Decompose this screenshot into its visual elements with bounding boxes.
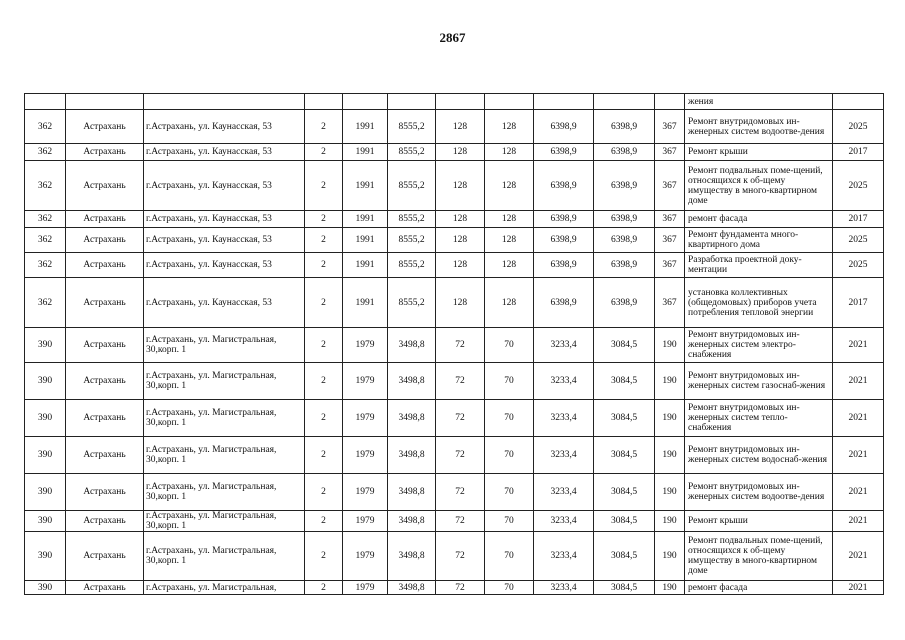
table-row: [25, 511, 884, 532]
cell-col-11: 190: [655, 328, 685, 363]
cell-address: г.Астрахань, ул. Каунасская, 53: [144, 110, 305, 144]
cell-col-9: 3233,4: [534, 363, 594, 400]
cell-number: 362: [25, 278, 66, 328]
cell-floors: 2: [305, 228, 343, 253]
cell-address: г.Астрахань, ул. Магистральная, 30,корп. 1: [144, 474, 305, 511]
cell-number: 362: [25, 110, 66, 144]
table-row: [25, 581, 884, 595]
cell-total-area: 3498,8: [388, 437, 436, 474]
cell-year-built: 1991: [343, 228, 388, 253]
cell-address: г.Астрахань, ул. Каунасская, 53: [144, 228, 305, 253]
cell-planned-year: 2021: [833, 400, 884, 437]
cell-col-8: 128: [485, 211, 534, 228]
cell-col-7: 128: [436, 278, 485, 328]
cell-address: г.Астрахань, ул. Каунасская, 53: [144, 161, 305, 211]
cell-col-11: 367: [655, 253, 685, 278]
cell-year-built: [343, 94, 388, 110]
cell-col-10: 3084,5: [594, 363, 655, 400]
cell-city: [66, 94, 144, 110]
cell-planned-year: 2017: [833, 144, 884, 161]
cell-col-11: 367: [655, 144, 685, 161]
cell-work-type: Разработка проектной доку-ментации: [685, 253, 833, 278]
cell-address: г.Астрахань, ул. Каунасская, 53: [144, 211, 305, 228]
cell-work-type: Ремонт внутридомовых ин-женерных систем водоотве-дения: [685, 110, 833, 144]
cell-col-9: 3233,4: [534, 581, 594, 595]
cell-address: г.Астрахань, ул. Магистральная, 30,корп. 1: [144, 437, 305, 474]
cell-work-type: Ремонт подвальных поме-щений, относящихся к об-щему имуществу в много-квартирном доме: [685, 161, 833, 211]
cell-col-11: 367: [655, 211, 685, 228]
cell-total-area: 8555,2: [388, 161, 436, 211]
cell-work-type: Ремонт фундамента много-квартирного дома: [685, 228, 833, 253]
table-row: [25, 532, 884, 581]
cell-col-11: 190: [655, 363, 685, 400]
cell-work-type: установка коллективных (общедомовых) приборов учета потребления тепловой энергии: [685, 278, 833, 328]
cell-col-8: 70: [485, 363, 534, 400]
cell-city: Астрахань: [66, 211, 144, 228]
cell-floors: 2: [305, 511, 343, 532]
cell-col-9: 3233,4: [534, 532, 594, 581]
cell-planned-year: 2025: [833, 253, 884, 278]
cell-address: г.Астрахань, ул. Магистральная, 30,корп. 1: [144, 328, 305, 363]
cell-col-7: 72: [436, 328, 485, 363]
cell-col-9: [534, 94, 594, 110]
cell-total-area: 8555,2: [388, 211, 436, 228]
cell-number: 390: [25, 328, 66, 363]
cell-address: г.Астрахань, ул. Магистральная, 30,корп. 1: [144, 400, 305, 437]
cell-col-7: 128: [436, 228, 485, 253]
cell-number: [25, 94, 66, 110]
cell-total-area: 8555,2: [388, 110, 436, 144]
cell-col-7: 72: [436, 400, 485, 437]
cell-col-9: 6398,9: [534, 161, 594, 211]
page-number: 2867: [439, 30, 466, 45]
cell-col-7: 72: [436, 532, 485, 581]
cell-address: г.Астрахань, ул. Магистральная,: [144, 581, 305, 595]
cell-col-7: 72: [436, 363, 485, 400]
cell-planned-year: 2021: [833, 532, 884, 581]
cell-year-built: 1991: [343, 211, 388, 228]
cell-col-7: 72: [436, 581, 485, 595]
cell-col-7: 128: [436, 144, 485, 161]
cell-number: 362: [25, 211, 66, 228]
cell-col-7: 72: [436, 474, 485, 511]
cell-year-built: 1979: [343, 363, 388, 400]
cell-work-type: жения: [685, 94, 833, 110]
table-row: [25, 437, 884, 474]
cell-number: 390: [25, 532, 66, 581]
cell-col-10: 3084,5: [594, 474, 655, 511]
cell-total-area: 8555,2: [388, 228, 436, 253]
cell-col-10: 6398,9: [594, 253, 655, 278]
cell-planned-year: 2021: [833, 581, 884, 595]
cell-col-9: 3233,4: [534, 400, 594, 437]
cell-col-8: 70: [485, 581, 534, 595]
cell-number: 390: [25, 581, 66, 595]
cell-planned-year: 2021: [833, 328, 884, 363]
cell-floors: 2: [305, 253, 343, 278]
cell-number: 390: [25, 511, 66, 532]
cell-col-8: 70: [485, 474, 534, 511]
cell-col-7: 128: [436, 211, 485, 228]
cell-floors: 2: [305, 161, 343, 211]
cell-planned-year: 2021: [833, 363, 884, 400]
cell-address: г.Астрахань, ул. Каунасская, 53: [144, 253, 305, 278]
cell-col-7: 128: [436, 161, 485, 211]
table-row: [25, 253, 884, 278]
cell-col-11: 190: [655, 581, 685, 595]
table-row: [25, 363, 884, 400]
cell-col-8: [485, 94, 534, 110]
cell-planned-year: 2021: [833, 437, 884, 474]
cell-col-11: 190: [655, 400, 685, 437]
cell-address: [144, 94, 305, 110]
cell-col-11: 367: [655, 110, 685, 144]
cell-total-area: 8555,2: [388, 278, 436, 328]
table-row: [25, 144, 884, 161]
cell-planned-year: 2017: [833, 278, 884, 328]
cell-col-10: 6398,9: [594, 144, 655, 161]
cell-number: 390: [25, 437, 66, 474]
cell-col-8: 70: [485, 400, 534, 437]
cell-col-9: 6398,9: [534, 144, 594, 161]
cell-city: Астрахань: [66, 400, 144, 437]
cell-floors: 2: [305, 581, 343, 595]
cell-city: Астрахань: [66, 474, 144, 511]
cell-col-8: 128: [485, 278, 534, 328]
cell-floors: 2: [305, 110, 343, 144]
cell-city: Астрахань: [66, 437, 144, 474]
cell-col-8: 70: [485, 532, 534, 581]
cell-floors: 2: [305, 328, 343, 363]
cell-total-area: 8555,2: [388, 253, 436, 278]
cell-col-11: 190: [655, 511, 685, 532]
table-row: [25, 474, 884, 511]
cell-col-10: 6398,9: [594, 278, 655, 328]
cell-city: Астрахань: [66, 581, 144, 595]
cell-total-area: [388, 94, 436, 110]
cell-col-8: 128: [485, 110, 534, 144]
cell-col-10: [594, 94, 655, 110]
cell-city: Астрахань: [66, 278, 144, 328]
cell-number: 390: [25, 474, 66, 511]
cell-col-8: 70: [485, 511, 534, 532]
cell-col-10: 3084,5: [594, 328, 655, 363]
cell-city: Астрахань: [66, 363, 144, 400]
cell-col-10: 3084,5: [594, 437, 655, 474]
cell-total-area: 3498,8: [388, 474, 436, 511]
cell-work-type: Ремонт внутридомовых ин-женерных систем водоотве-дения: [685, 474, 833, 511]
cell-work-type: Ремонт подвальных поме-щений, относящихся к об-щему имуществу в много-квартирном доме: [685, 532, 833, 581]
cell-col-7: 128: [436, 253, 485, 278]
cell-total-area: 3498,8: [388, 400, 436, 437]
cell-col-9: 3233,4: [534, 328, 594, 363]
cell-col-7: 128: [436, 110, 485, 144]
cell-number: 362: [25, 253, 66, 278]
cell-planned-year: 2025: [833, 110, 884, 144]
cell-year-built: 1991: [343, 253, 388, 278]
cell-floors: 2: [305, 437, 343, 474]
cell-col-9: 6398,9: [534, 211, 594, 228]
cell-number: 362: [25, 228, 66, 253]
cell-number: 362: [25, 161, 66, 211]
cell-planned-year: 2025: [833, 161, 884, 211]
cell-col-10: 3084,5: [594, 581, 655, 595]
cell-floors: 2: [305, 363, 343, 400]
cell-planned-year: 2021: [833, 474, 884, 511]
cell-year-built: 1991: [343, 161, 388, 211]
cell-city: Астрахань: [66, 110, 144, 144]
cell-col-10: 6398,9: [594, 211, 655, 228]
cell-year-built: 1979: [343, 581, 388, 595]
cell-city: Астрахань: [66, 511, 144, 532]
cell-col-10: 6398,9: [594, 228, 655, 253]
cell-col-11: 367: [655, 278, 685, 328]
cell-city: Астрахань: [66, 328, 144, 363]
cell-col-8: 128: [485, 228, 534, 253]
table-row: [25, 328, 884, 363]
cell-year-built: 1979: [343, 328, 388, 363]
cell-col-11: 367: [655, 228, 685, 253]
cell-col-11: 367: [655, 161, 685, 211]
cell-address: г.Астрахань, ул. Каунасская, 53: [144, 278, 305, 328]
cell-city: Астрахань: [66, 144, 144, 161]
cell-col-8: 128: [485, 253, 534, 278]
cell-work-type: Ремонт внутридомовых ин-женерных систем тепло-снабжения: [685, 400, 833, 437]
cell-city: Астрахань: [66, 253, 144, 278]
table-row: [25, 400, 884, 437]
cell-col-11: 190: [655, 532, 685, 581]
cell-col-9: 6398,9: [534, 228, 594, 253]
cell-planned-year: [833, 94, 884, 110]
cell-number: 362: [25, 144, 66, 161]
cell-number: 390: [25, 363, 66, 400]
cell-floors: [305, 94, 343, 110]
cell-col-10: 6398,9: [594, 110, 655, 144]
cell-address: г.Астрахань, ул. Магистральная, 30,корп. 1: [144, 363, 305, 400]
cell-year-built: 1991: [343, 144, 388, 161]
table-row: [25, 94, 884, 110]
cell-col-7: [436, 94, 485, 110]
cell-number: 390: [25, 400, 66, 437]
cell-year-built: 1979: [343, 532, 388, 581]
cell-col-11: [655, 94, 685, 110]
cell-year-built: 1991: [343, 278, 388, 328]
cell-planned-year: 2021: [833, 511, 884, 532]
cell-col-10: 3084,5: [594, 511, 655, 532]
cell-address: г.Астрахань, ул. Магистральная, 30,корп. 1: [144, 511, 305, 532]
cell-year-built: 1979: [343, 437, 388, 474]
cell-col-10: 3084,5: [594, 532, 655, 581]
table-row: [25, 161, 884, 211]
cell-col-9: 3233,4: [534, 511, 594, 532]
cell-total-area: 3498,8: [388, 511, 436, 532]
cell-col-8: 70: [485, 437, 534, 474]
cell-floors: 2: [305, 278, 343, 328]
cell-floors: 2: [305, 400, 343, 437]
table-row: [25, 211, 884, 228]
cell-total-area: 3498,8: [388, 581, 436, 595]
cell-col-8: 70: [485, 328, 534, 363]
cell-col-9: 6398,9: [534, 110, 594, 144]
cell-floors: 2: [305, 144, 343, 161]
cell-floors: 2: [305, 211, 343, 228]
cell-work-type: Ремонт внутридомовых ин-женерных систем водоснаб-жения: [685, 437, 833, 474]
cell-city: Астрахань: [66, 532, 144, 581]
cell-total-area: 3498,8: [388, 363, 436, 400]
cell-col-10: 6398,9: [594, 161, 655, 211]
cell-col-9: 6398,9: [534, 278, 594, 328]
cell-col-9: 6398,9: [534, 253, 594, 278]
cell-year-built: 1979: [343, 474, 388, 511]
cell-col-11: 190: [655, 437, 685, 474]
cell-city: Астрахань: [66, 161, 144, 211]
table-row: [25, 228, 884, 253]
cell-total-area: 8555,2: [388, 144, 436, 161]
cell-floors: 2: [305, 532, 343, 581]
cell-address: г.Астрахань, ул. Магистральная, 30,корп. 1: [144, 532, 305, 581]
cell-total-area: 3498,8: [388, 328, 436, 363]
cell-address: г.Астрахань, ул. Каунасская, 53: [144, 144, 305, 161]
cell-planned-year: 2017: [833, 211, 884, 228]
cell-year-built: 1991: [343, 110, 388, 144]
cell-col-11: 190: [655, 474, 685, 511]
cell-col-7: 72: [436, 437, 485, 474]
cell-work-type: Ремонт крыши: [685, 144, 833, 161]
cell-city: Астрахань: [66, 228, 144, 253]
cell-floors: 2: [305, 474, 343, 511]
cell-work-type: ремонт фасада: [685, 581, 833, 595]
cell-col-9: 3233,4: [534, 474, 594, 511]
table-row: [25, 110, 884, 144]
cell-work-type: Ремонт внутридомовых ин-женерных систем электро-снабжения: [685, 328, 833, 363]
cell-work-type: ремонт фасада: [685, 211, 833, 228]
cell-year-built: 1979: [343, 400, 388, 437]
cell-col-7: 72: [436, 511, 485, 532]
cell-year-built: 1979: [343, 511, 388, 532]
cell-planned-year: 2025: [833, 228, 884, 253]
cell-col-9: 3233,4: [534, 437, 594, 474]
table-row: [25, 278, 884, 328]
cell-col-8: 128: [485, 144, 534, 161]
cell-work-type: Ремонт внутридомовых ин-женерных систем газоснаб-жения: [685, 363, 833, 400]
cell-col-8: 128: [485, 161, 534, 211]
cell-col-10: 3084,5: [594, 400, 655, 437]
cell-total-area: 3498,8: [388, 532, 436, 581]
registry-table: [24, 93, 884, 595]
cell-work-type: Ремонт крыши: [685, 511, 833, 532]
